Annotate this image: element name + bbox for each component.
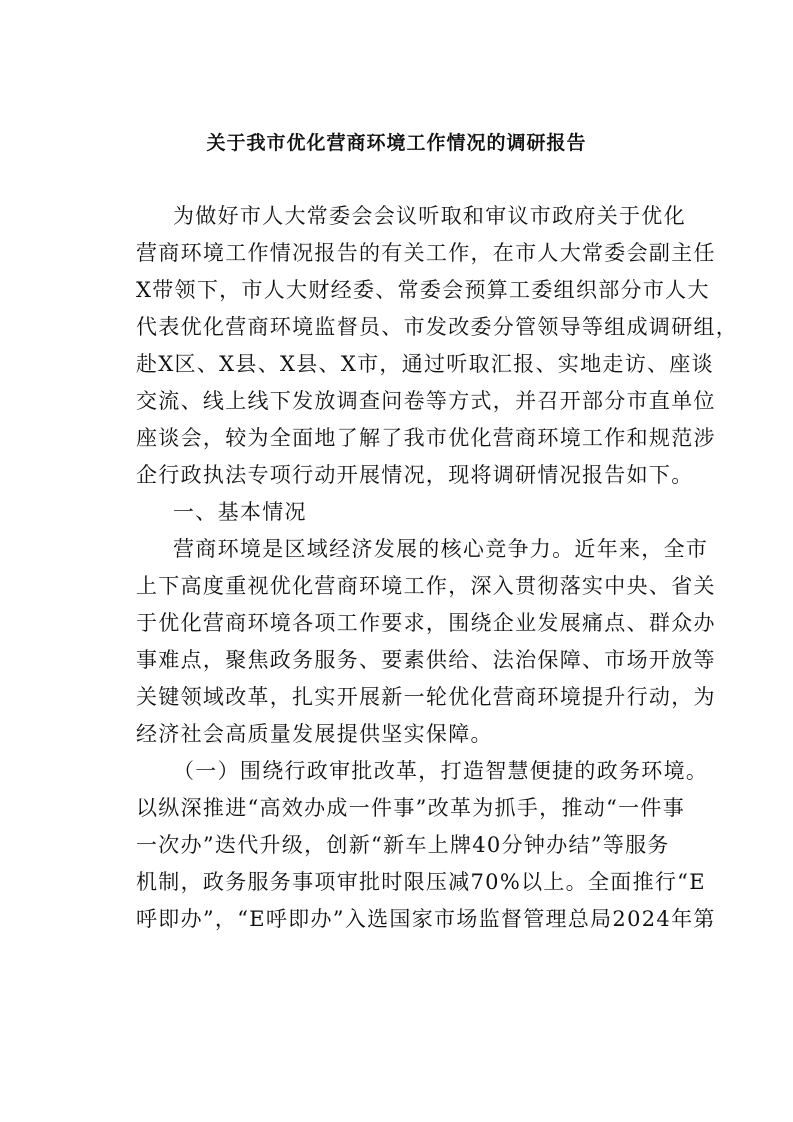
document-body — [136, 198, 739, 938]
paragraph-line: 呼即办”，“E呼即办”入选国家市场监督管理总局2024年第 — [136, 907, 716, 931]
paragraph-line: 营商环境是区域经济发展的核心竞争力。近年来，全市 — [173, 537, 709, 561]
paragraph-line: 事难点，聚焦政务服务、要素供给、法治保障、市场开放等 — [136, 648, 716, 672]
paragraph-line: 座谈会，较为全面地了解了我市优化营商环境工作和规范涉 — [136, 426, 716, 450]
paragraph-line: 为做好市人大常委会会议听取和审议市政府关于优化 — [173, 204, 686, 228]
paragraph-line: 营商环境工作情况报告的有关工作，在市人大常委会副主任 — [136, 241, 716, 265]
paragraph-line: 关键领域改革，扎实开展新一轮优化营商环境提升行动，为 — [136, 685, 716, 709]
paragraph-line: 一次办”迭代升级，创新“新车上牌40分钟办结”等服务 — [136, 833, 670, 857]
paragraph-line: 经济社会高质量发展提供坚实保障。 — [136, 722, 493, 746]
paragraph-line: 交流、线上线下发放调查问卷等方式，并召开部分市直单位 — [136, 389, 716, 413]
paragraph-line: 企行政执法专项行动开展情况，现将调研情况报告如下。 — [136, 463, 694, 487]
subsection-heading: （一）围绕行政审批改革，打造智慧便捷的政务环境。 — [173, 759, 709, 783]
paragraph-line: 上下高度重视优化营商环境工作，深入贯彻落实中央、省关 — [136, 574, 716, 598]
section-heading: 一、基本情况 — [173, 500, 307, 524]
paragraph-line: 于优化营商环境各项工作要求，围绕企业发展痛点、群众办 — [136, 611, 716, 635]
paragraph-line: 机制，政务服务事项审批时限压减70%以上。全面推行“E — [136, 870, 706, 894]
document-title: 关于我市优化营商环境工作情况的调研报告 — [206, 132, 587, 154]
paragraph-line: X带领下，市人大财经委、常委会预算工委组织部分市人大 — [136, 278, 710, 302]
paragraph-line: 代表优化营商环境监督员、市发改委分管领导等组成调研组， — [136, 315, 739, 339]
paragraph-line: 以纵深推进“高效办成一件事”改革为抓手，推动“一件事 — [136, 796, 686, 820]
paragraph-line: 赴X区、X县、X县、X市，通过听取汇报、实地走访、座谈 — [136, 352, 714, 376]
